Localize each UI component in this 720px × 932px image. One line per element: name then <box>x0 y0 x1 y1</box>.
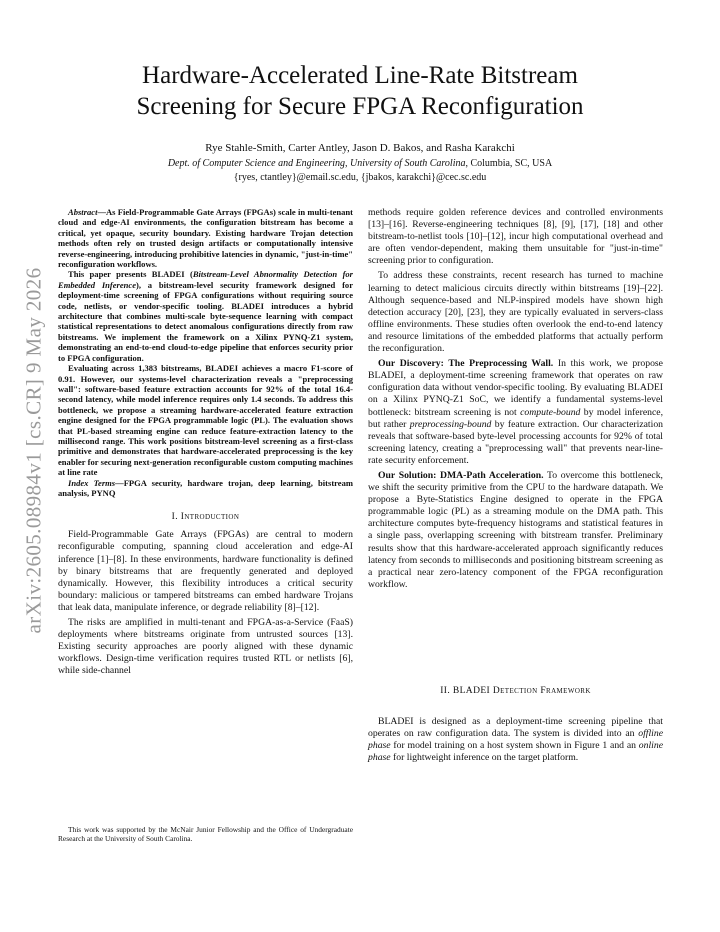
index-terms-text: —FPGA security, hardware trojan, deep learning, bitstream analysis, PYNQ <box>58 477 353 498</box>
intro-paragraph-2: The risks are amplified in multi-tenant and FPGA-as-a-Service (FaaS) deployments where bitstreams originate from untrusted sources [13]. Existing security approaches are poorly aligned with these dynamic workflows. Design-time verification requires trusted RTL or netlists [6], while side-channel <box>58 617 353 677</box>
offline-phase-term: offline phase <box>368 728 663 752</box>
abstract-paragraph-2 <box>58 269 353 363</box>
left-column <box>58 207 353 678</box>
title-line-2: Screening for Secure FPGA Reconfiguration <box>136 93 584 120</box>
author-list: Rye Stahle-Smith, Carter Antley, Jason D. Bakos, and Rasha Karakchi <box>205 142 515 154</box>
intro-paragraph-2-cont: methods require golden reference devices and controlled environments [13]–[16]. Reverse-engineering techniques [8], [9], [17], [18] and other bitstream-to-netlist tools [10]–[12], incur high computational overhead and are often vendor-dependent, making them unsuitable for "just-in-time" screening prior to configuration. <box>368 207 663 267</box>
discovery-text-c: by feature extraction. Our characterization reveals that software-based byte-level processing accounts for 92% of total screening latency, creating a "preprocessing wall" that prevents near-line-rate security enforcement. <box>368 418 664 466</box>
discovery-paragraph <box>368 358 663 467</box>
framework-body <box>368 716 663 764</box>
intro-paragraph-3: To address these constraints, recent research has turned to machine learning to detect malicious circuits directly within bitstreams [19]–[22]. Although sequence-based and NLP-inspired models have shown high detection accuracy [20], [23], they are typically evaluated in servers-class offline environments. These studies often overlook the end-to-end latency and resource limitations of the embedded platforms that actually perform the reconfiguration. <box>368 270 663 355</box>
arxiv-stamp <box>14 230 54 670</box>
abstract-text-1: —As Field-Programmable Gate Arrays (FPGAs) scale in multi-tenant cloud and edge-AI environments, the configuration bitstream has become a critical, yet opaque, security boundary. Existing hardware Trojan detection methods often rely on trusted design artifacts or computationally intensive reverse-engineering, introducing prohibitive latencies in dynamic, "just-in-time" reconfiguration workflows. <box>58 207 353 270</box>
framework-text-a: BLADEI is designed as a deployment-time screening pipeline that operates on raw configuration data. The system is divided into an <box>368 716 663 740</box>
solution-heading: Our Solution: DMA-Path Acceleration. <box>378 469 544 481</box>
introduction-body <box>58 529 353 677</box>
author-emails: {ryes, ctantley}@email.sc.edu, {jbakos, karakchi}@cec.sc.edu <box>233 172 487 183</box>
abstract-paragraph-3: Evaluating across 1,383 bitstreams, BLADEI achieves a macro F1-score of 0.91. However, our systems-level characterization reveals a "preprocessing wall": software-based feature extraction accounts for 92% of the total 16.4-second latency, while model inference requires only 1.4 seconds. To address this bottleneck, we propose a streaming hardware-accelerated feature extraction engine designed for the FPGA programmable logic (PL). The evaluation shows that PL-based streaming engine can reduce feature-extraction latency to the millisecond range. This work positions bitstream-level screening as a first-class primitive and demonstrates that hardware-accelerated preprocessing is the key enabler for securing next-generation reconfigurable custom computing machines at line rate <box>58 363 353 478</box>
section-heading-introduction: I. Introduction <box>171 512 240 523</box>
paper-title <box>60 60 660 122</box>
framework-text-c: for lightweight inference on the target platform. <box>390 752 579 764</box>
framework-paragraph-1 <box>368 716 663 764</box>
online-phase-term: online phase <box>368 740 663 764</box>
index-terms <box>58 478 353 499</box>
right-column-body <box>368 207 663 591</box>
solution-text: To overcome this bottleneck, we shift the security primitive from the CPU to the hardware datapath. We propose a Byte-Statistics Engine designed to operate in the FPGA programmable logic (PL) as a streaming module on the DMA path. This architecture computes byte-frequency histograms and statistical features in a single pass, overlapping screening with bitstream transfer. Preliminary results show that this hardware-accelerated approach significantly reduces latency from seconds to milliseconds and positioning bitstream screening as a practical near zero-latency component of the FPGA reconfiguration workflow. <box>368 469 663 590</box>
affiliation <box>60 157 660 170</box>
intro-paragraph-1: Field-Programmable Gate Arrays (FPGAs) are central to modern reconfigurable computing, spanning cloud acceleration and edge-AI inference [1]–[8]. In these environments, hardware functionality is defined by binary bitstreams that are frequently generated and deployed dynamically. However, this flexibility introduces a critical security boundary: malicious or tampered bitstreams can embed hardware Trojans that leak data, manipulate inference, or degrade reliability [8]–[12]. <box>58 529 353 613</box>
abstract-label: Abstract <box>68 207 98 217</box>
affiliation-location: , Columbia, SC, USA <box>465 158 553 169</box>
solution-paragraph <box>368 470 663 591</box>
arxiv-id: arXiv:2605.08984v1 [cs.CR] 9 May 2026 <box>21 267 46 633</box>
preprocessing-bound-term: preprocessing-bound <box>409 418 492 430</box>
affiliation-dept: Dept. of Computer Science and Engineering, University of South Carolina <box>167 158 466 169</box>
index-terms-label: Index Terms <box>68 477 116 488</box>
discovery-text-a: In this work, we propose BLADEI, a deployment-time screening framework that operates on raw configuration data without vendor-specific tooling. By evaluating BLADEI on a Xilinx PYNQ-Z1 SoC, we identify a fundamental systems-level bottleneck: bitstream screening is not <box>368 358 663 418</box>
right-column <box>368 207 663 591</box>
compute-bound-term: compute-bound <box>520 406 581 418</box>
discovery-text-b: by model inference, but rather <box>368 406 663 430</box>
discovery-heading: Our Discovery: The Preprocessing Wall. <box>378 358 554 370</box>
funding-footnote: This work was supported by the McNair Junior Fellowship and the Office of Undergraduate Research at the University of South Carolina. <box>58 825 353 843</box>
bladei-expansion: Bitstream-Level Abnormality Detection for Embedded Inference <box>58 269 354 290</box>
abstract-text-2a: This paper presents BLADEI ( <box>68 269 193 280</box>
abstract-paragraph-1 <box>58 207 353 269</box>
abstract-text-2b: ), a bitstream-level security framework designed for deployment-time screening of FPGA configurations without requiring source code, netlists, or vendor-specific tooling. BLADEI introduces a hybrid architecture that combines multi-scale byte-sequence learning with compact statistical representations to detect anomalous configurations directly from raw bitstreams. We implement the framework on a Xilinx PYNQ-Z1 system, demonstrating an end-to-end cloud-to-edge pipeline that enforces security prior to FPGA configuration. <box>58 279 353 363</box>
abstract <box>58 207 353 478</box>
framework-text-b: for model training on a host system shown in Figure 1 and an <box>390 740 639 752</box>
title-line-1: Hardware-Accelerated Line-Rate Bitstream <box>142 62 578 89</box>
section-heading-framework: II. BLADEI Detection Framework <box>440 686 591 696</box>
